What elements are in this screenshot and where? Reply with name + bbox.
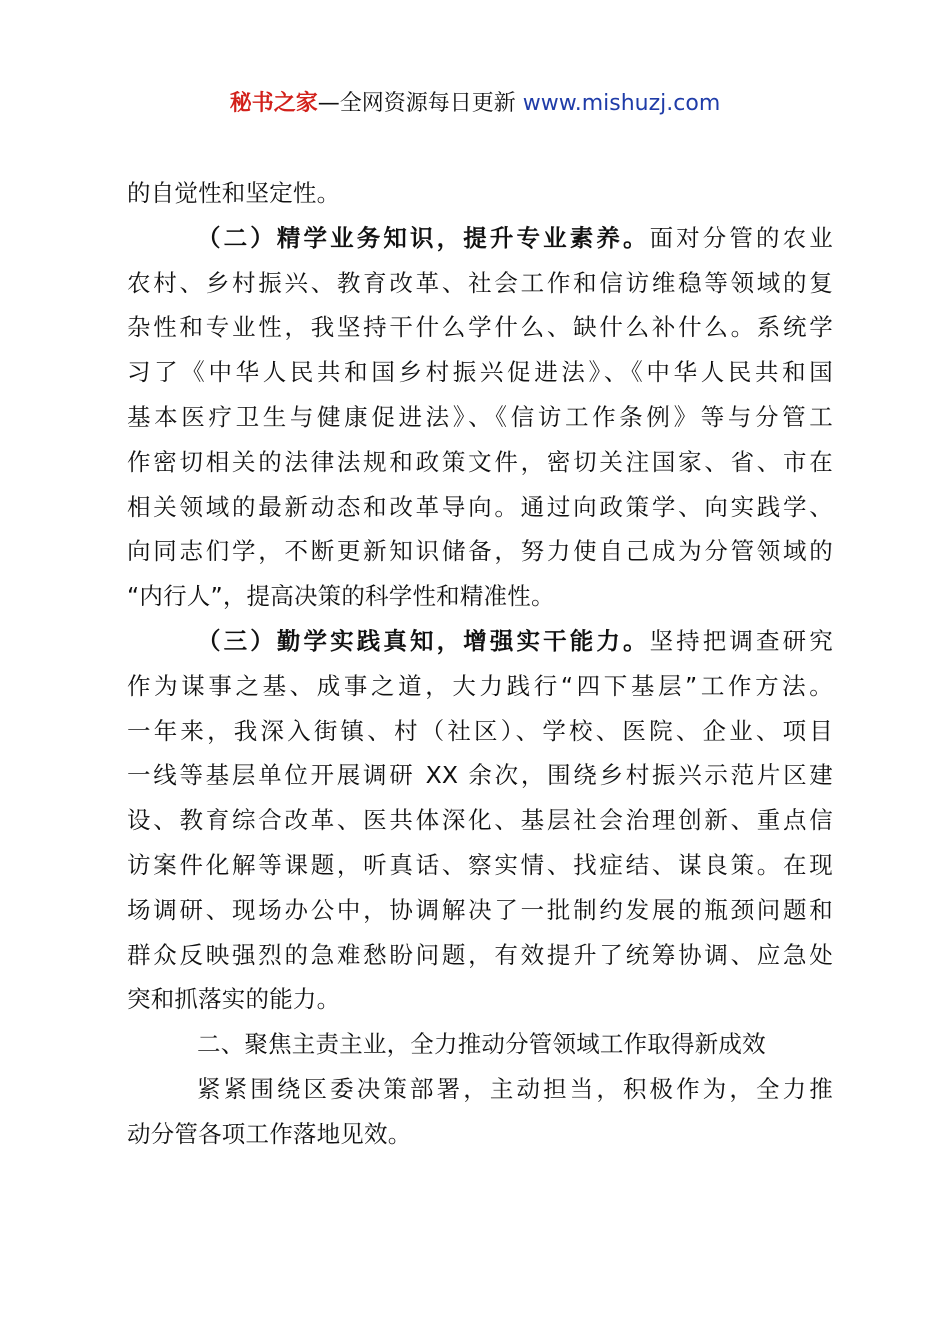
line-text: 向同志们学，不断更新知识储备，努力使自己成为分管领域的 [127, 537, 833, 566]
text-line [127, 574, 833, 619]
line-text: 紧紧围绕区委决策部署，主动担当，积极作为，全力推 [197, 1074, 833, 1103]
text-line [127, 753, 833, 798]
text-line [127, 1112, 833, 1157]
line-text: 坚持把调查研究 [649, 626, 833, 655]
line-text: 基本医疗卫生与健康促进法》、《信访工作条例》等与分管工 [127, 402, 833, 431]
text-line [127, 977, 833, 1022]
text-line [127, 485, 833, 530]
line-text: 突和抓落实的能力。 [127, 985, 341, 1014]
line-text: 农村、乡村振兴、教育改革、社会工作和信访维稳等领域的复 [127, 268, 833, 297]
text-line [127, 664, 833, 709]
line-text: 面对分管的农业 [649, 223, 833, 252]
header-tagline: —全网资源每日更新 [317, 91, 523, 116]
text-line [127, 888, 833, 933]
line-text: 二、聚焦主责主业，全力推动分管领域工作取得新成效 [197, 1030, 766, 1059]
text-line [127, 395, 833, 440]
text-line [127, 619, 833, 664]
line-text: 作密切相关的法律法规和政策文件，密切关注国家、省、市在 [127, 447, 833, 476]
line-text: 设、教育综合改革、医共体深化、基层社会治理创新、重点信 [127, 806, 833, 835]
line-text: 访案件化解等课题，听真话、察实情、找症结、谋良策。在现 [127, 850, 833, 879]
text-line [127, 1067, 833, 1112]
text-line [127, 350, 833, 395]
line-text: 动分管各项工作落地见效。 [127, 1119, 412, 1148]
line-text: 杂性和专业性，我坚持干什么学什么、缺什么补什么。系统学 [127, 313, 833, 342]
text-line [127, 261, 833, 306]
brand-name: 秘书之家 [229, 91, 318, 116]
line-text: 群众反映强烈的急难愁盼问题，有效提升了统筹协调、应急处 [127, 940, 833, 969]
chapter-heading [127, 1022, 833, 1067]
text-line [127, 171, 833, 216]
line-text: 相关领域的最新动态和改革导向。通过向政策学、向实践学、 [127, 492, 833, 521]
line-text: 一线等基层单位开展调研 XX 余次，围绕乡村振兴示范片区建 [127, 761, 833, 790]
line-text: 作为谋事之基、成事之道，大力践行“四下基层”工作方法。 [127, 671, 833, 700]
line-text: 习了《中华人民共和国乡村振兴促进法》、《中华人民共和国 [127, 358, 833, 387]
line-text: 的自觉性和坚定性。 [127, 179, 341, 207]
page-header [0, 88, 950, 120]
text-line [127, 216, 833, 261]
section-heading: （三）勤学实践真知，增强实干能力。 [197, 626, 650, 655]
text-line [127, 305, 833, 350]
text-line [127, 933, 833, 978]
line-text: “内行人”，提高决策的科学性和精准性。 [127, 582, 555, 611]
text-line [127, 709, 833, 754]
body-text [127, 171, 833, 1157]
text-line [127, 440, 833, 485]
line-text: 一年来，我深入街镇、村（社区）、学校、医院、企业、项目 [127, 716, 833, 745]
text-line [127, 798, 833, 843]
text-line [127, 843, 833, 888]
section-heading: （二）精学业务知识，提升专业素养。 [197, 223, 650, 252]
line-text: 场调研、现场办公中，协调解决了一批制约发展的瓶颈问题和 [127, 895, 833, 924]
text-line [127, 529, 833, 574]
header-url[interactable]: www.mishuzj.com [522, 91, 721, 116]
